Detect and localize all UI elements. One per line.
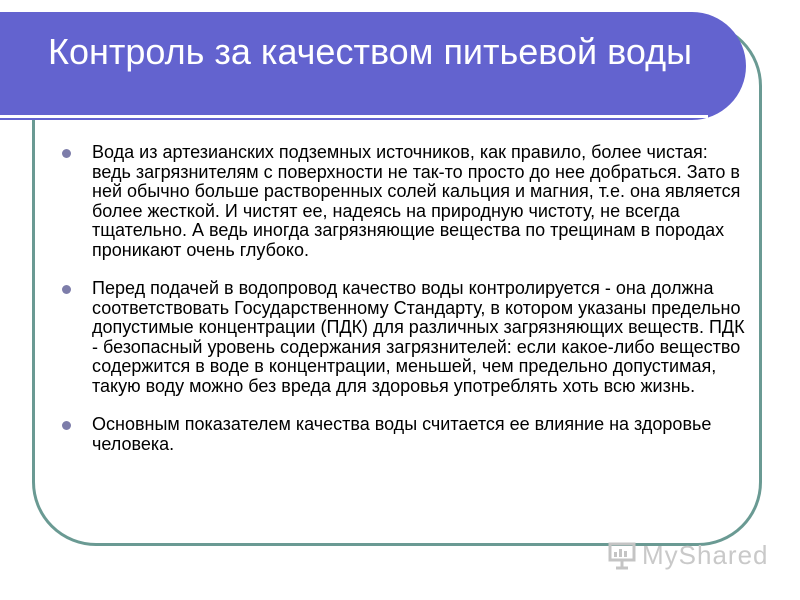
bullet-list	[60, 143, 750, 473]
watermark	[606, 538, 776, 572]
watermark-text: MyShared	[642, 539, 769, 570]
bullet-item	[60, 279, 750, 396]
bullet-text: Перед подачей в водопровод качество воды контролируется - она должна соответствовать Государственному Стандарту, в котором указаны предельно допустимые концентрации (ПДК) для различных загрязняющих веществ. ПДК - безопасный уровень содержания загрязнителей: если какое-либо вещество содержится в воде в концентрации, меньшей, чем предельно допустимая, такую воду можно без вреда для здоровья употреблять хоть всю жизнь.	[92, 278, 745, 396]
title-underline	[0, 115, 708, 118]
bullet-item	[60, 143, 750, 260]
bullet-dot-icon	[62, 421, 71, 430]
bullet-text: Вода из артезианских подземных источников, как правило, более чистая: ведь загрязнителям с поверхности не так-то просто до нее добраться. Зато в ней обычно больше растворенных солей кальция и магния, т.е. она является более жесткой. И чистят ее, надеясь на природную чистоту, не всегда тщательно. А ведь иногда загрязняющие вещества по трещинам в породах проникают очень глубоко.	[92, 142, 741, 260]
bullet-text: Основным показателем качества воды считается ее влияние на здоровье человека.	[92, 414, 712, 454]
title-bar	[0, 12, 746, 120]
slide-title: Контроль за качеством питьевой воды	[48, 31, 692, 72]
bullet-item	[60, 415, 750, 454]
presentation-board-icon	[606, 539, 638, 571]
bullet-dot-icon	[62, 149, 71, 158]
bullet-dot-icon	[62, 285, 71, 294]
